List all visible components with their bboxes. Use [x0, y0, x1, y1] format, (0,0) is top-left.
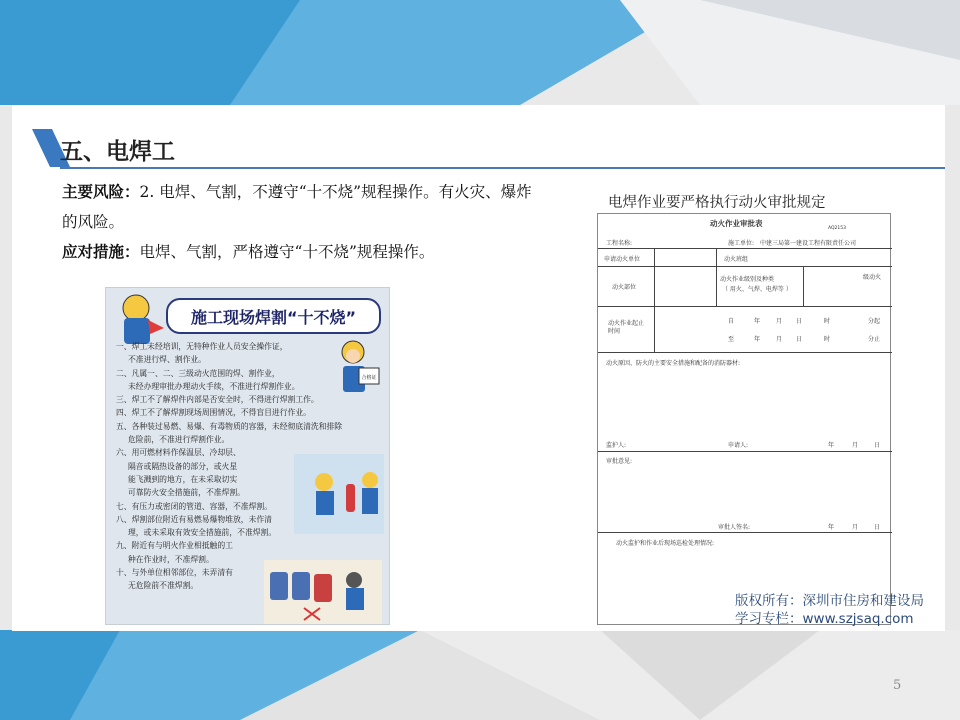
form-rule — [654, 248, 655, 352]
project-label: 工程名称: — [606, 240, 633, 247]
approver-label: 审批人签名: — [718, 524, 751, 531]
level-value: 级动火 — [863, 274, 882, 281]
page-title: 五、电焊工 — [60, 139, 175, 165]
apply-unit-label: 申请动火单位 — [604, 256, 641, 263]
poster-rule: 四、焊工不了解焊割现场周围情况，不得盲目进行作业。 — [116, 408, 311, 418]
risk-paragraph — [62, 177, 532, 237]
watermark-line: 学习专栏：www.szjsaq.com — [735, 611, 914, 627]
poster-rule: 五、各种装过易燃、易爆、有毒物质的容器，未经彻底清洗和排除 — [116, 421, 343, 431]
to-label: 至 — [728, 336, 735, 343]
minute-end-label: 分止 — [868, 336, 881, 343]
year-label: 年 — [828, 524, 835, 531]
title-bar — [12, 115, 945, 165]
page-number: 5 — [893, 678, 902, 693]
poster-heading: 施工现场焊割“十不烧” — [166, 298, 381, 334]
measure-paragraph — [62, 237, 532, 267]
form-rule — [598, 266, 892, 267]
year-label: 年 — [754, 318, 761, 325]
month-label: 月 — [776, 336, 783, 343]
form-rule — [598, 352, 892, 353]
form-rule — [803, 266, 804, 306]
inspector-figure-icon — [331, 338, 383, 396]
measure-label: 应对措施： — [62, 243, 140, 261]
unit-label: 施工单位: — [728, 240, 755, 247]
poster-rule: 危险前，不准进行焊割作业。 — [128, 435, 230, 445]
poster-rule: 六、用可燃材料作保温层、冷却层、 — [116, 448, 241, 458]
poster-rule: 隔音或隔热设备的部分，或火星 — [128, 461, 238, 471]
slide-content — [12, 105, 945, 631]
poster-rule: 二、凡属一、二、三级动火范围的焊、割作业， — [116, 368, 280, 378]
month-label: 月 — [776, 318, 783, 325]
approval-label: 审批意见: — [606, 458, 633, 465]
day-label: 日 — [796, 336, 803, 343]
applicant-label: 申请人: — [728, 442, 749, 449]
fire-kinds-label: （ 用火、气焊、电焊等 ） — [722, 286, 792, 293]
unit-value: 中建三局第一建设工程有限责任公司 — [760, 240, 857, 247]
risk-text: 2. 电焊、气割，不遵守“十不烧”规程操作。有火灾、爆炸的风险。 — [62, 183, 532, 231]
measure-text: 电焊、气割，严格遵守“十不烧”规程操作。 — [139, 243, 435, 261]
welder-figure-icon — [110, 290, 168, 346]
fire-location-label: 动火部位 — [612, 284, 637, 291]
form-code: AQ2153 — [828, 226, 846, 231]
hour-label: 时 — [824, 318, 831, 325]
followup-label: 动火监护和作业后现场巡检处理情况: — [616, 540, 715, 547]
day-label: 日 — [874, 442, 881, 449]
barrels-scene-icon — [264, 560, 382, 624]
poster-rule: 一、焊工未经培训，无特种作业人员安全操作证， — [116, 342, 288, 351]
form-rule — [598, 532, 892, 533]
guardian-label: 监护人: — [606, 442, 627, 449]
poster-rule: 无危险前不准焊割。 — [128, 581, 199, 591]
poster-rule: 理，或未采取有效安全措施前，不准焊割。 — [128, 528, 277, 538]
form-rule — [598, 306, 892, 307]
safety-poster — [105, 287, 390, 625]
poster-rule: 不准进行焊、割作业。 — [128, 355, 206, 365]
hour-label: 时 — [824, 336, 831, 343]
welding-scene-icon — [294, 454, 384, 534]
from-label: 自 — [728, 318, 735, 325]
form-caption: 电焊作业要严格执行动火审批规定 — [608, 195, 826, 211]
poster-rule: 可靠防火安全措施前，不准焊割。 — [128, 488, 245, 498]
copyright-watermark — [735, 592, 924, 628]
reason-label: 动火原因、防火的主要安全措施和配备的消防器材: — [606, 360, 741, 367]
year-label: 年 — [828, 442, 835, 449]
minute-start-label: 分起 — [868, 318, 881, 325]
form-rule — [598, 248, 892, 249]
year-label: 年 — [754, 336, 761, 343]
poster-rule: 十、与外单位相邻部位，未弄清有 — [116, 568, 233, 578]
title-divider — [60, 167, 945, 169]
form-rule — [716, 248, 717, 306]
poster-rule: 未经办理审批办理动火手续，不准进行焊割作业。 — [128, 381, 300, 391]
poster-rule: 能飞溅到的地方，在未采取切实 — [128, 474, 238, 484]
form-title: 动火作业审批表 — [710, 219, 763, 228]
fire-team-label: 动火班组 — [724, 256, 749, 263]
watermark-line: 版权所有：深圳市住房和建设局 — [735, 593, 924, 609]
fire-level-label: 动火作业级别及种类 — [720, 276, 775, 283]
body-text — [62, 177, 532, 267]
poster-rule: 种在作业时，不准焊割。 — [128, 554, 214, 564]
day-label: 日 — [796, 318, 803, 325]
poster-rule: 九、附近有与明火作业相抵触的工 — [116, 541, 233, 551]
form-rule — [598, 451, 892, 452]
poster-rules — [116, 340, 343, 593]
month-label: 月 — [852, 524, 859, 531]
start-end-label: 动火作业起止时间 — [608, 320, 645, 335]
risk-label: 主要风险： — [62, 183, 140, 201]
fire-permit-form — [597, 213, 891, 625]
month-label: 月 — [852, 442, 859, 449]
badge-label: 合格证 — [361, 375, 377, 381]
poster-rule: 八、焊割部位附近有易燃易爆物堆放，未作清 — [116, 514, 272, 524]
poster-rule: 七、有压力或密闭的管道、容器，不准焊割。 — [116, 501, 272, 511]
poster-rule: 三、焊工不了解焊件内部是否安全时，不得进行焊割工作。 — [116, 395, 319, 405]
day-label: 日 — [874, 524, 881, 531]
